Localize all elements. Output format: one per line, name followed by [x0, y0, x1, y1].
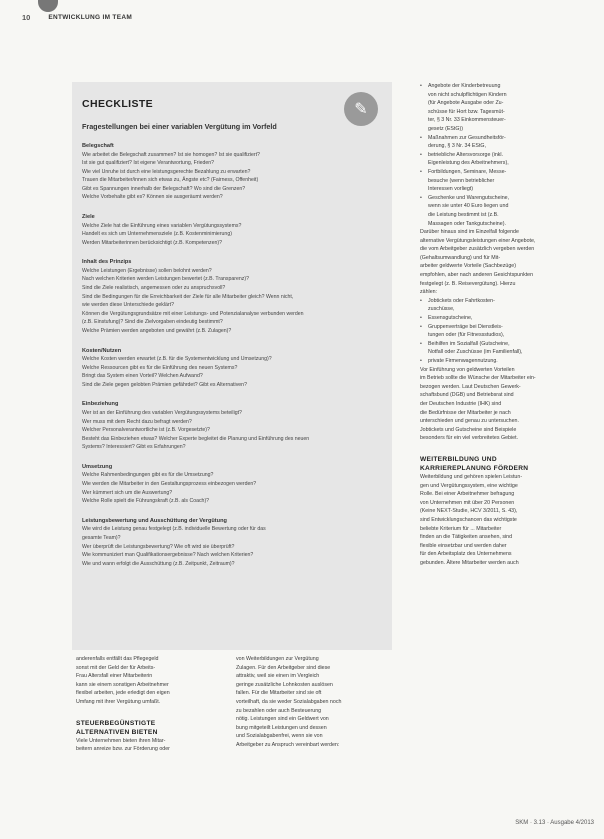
text-line: gen und Vergütungssystem, eine wichtige — [420, 482, 518, 489]
bullet-line: • Gruppenverträge bei Dienstleis- — [428, 323, 503, 330]
bullet-line: Eigenleistung des Arbeitnehmers), — [428, 160, 509, 167]
bullet-line: • Fortbildungen, Seminare, Messe- — [428, 168, 507, 175]
text-line: nötig. Leistungen sind ein Geldwert von — [236, 716, 329, 723]
bullet-line: (für Angebote Ausgabe oder Zu- — [428, 100, 504, 107]
bullet-line: besuche (wenn betrieblicher — [428, 177, 495, 184]
text-line: Zulagen. Für den Arbeitgeber sind diese — [236, 664, 331, 671]
text-line: vorteilhaft, da sie weder Sozialabgaben noch — [236, 698, 342, 705]
checklist-item: Werden Mitarbeiterinnen berücksichtigt (z.B. Kompetenzen)? — [82, 239, 223, 246]
text-line: Weiterbildung und gehören spielen Leistun- — [420, 473, 523, 480]
checklist-section-title: Inhalt des Prinzips — [82, 259, 132, 266]
bullet-line: • Geschenke und Warengutscheine, — [428, 194, 510, 201]
text-line: besonders für ein viel verbreitetes Gebiet. — [420, 435, 519, 442]
bullet-list-tax-free — [420, 82, 588, 228]
checklist-item: Welche Prämien werden angeboten und gewährt (z.B. Zulagen)? — [82, 328, 232, 334]
checklist-item: Wie kommuniziert man Qualifikationsergebnisse? Nach welchen Kriterien? — [82, 552, 254, 559]
bullet-line: • Essensgutscheine, — [428, 315, 473, 322]
checklist-item: Wer überprüft die Leistungsbewertung? Wie oft wird sie überprüft? — [82, 543, 235, 550]
text-line: sonst mit der Geld der für Arbeits- — [76, 664, 156, 671]
text-line: arbeiter geldwerte Vorteile (Sachbezüge) — [420, 263, 516, 270]
checklist-item: Trauen die Mitarbeiter/innen sich etwas zu, Ängste etc? (Fairness, Offenheit) — [82, 177, 259, 184]
bullet-item — [420, 323, 588, 340]
checklist-item: Welcher Personalverantwortliche ist (z.B. Vorgesetzte)? — [82, 427, 210, 434]
bullet-item — [420, 82, 588, 134]
bullet-item — [420, 357, 588, 366]
text-line: zu bezahlen oder auch Besteuerung — [236, 707, 322, 714]
checklist-item: Handelt es sich um Unternehmensziele (z.B. Kostenminimierung) — [82, 231, 232, 238]
text-line: Rolle. Bei einer Arbeitnehmer befragung — [420, 491, 515, 498]
text-line: bezogen werden. Laut Deutschen Gewerk- — [420, 383, 521, 390]
checklist-item: Wie und wann erfolgt die Ausschüttung (z.B. Zeitpunkt, Zeitraum)? — [82, 560, 235, 567]
bullet-line: zuschüsse, — [428, 306, 455, 313]
checklist-item: Welche Ressourcen gibt es für die Einführung des neuen Systems? — [82, 364, 238, 371]
checklist-item: Systems? Interessiert? Gibt es Erfahrungen? — [82, 444, 186, 451]
text-line: zählen: — [420, 289, 438, 296]
text-line: für den Arbeitsplatz des Unternehmens — [420, 551, 512, 558]
column-left — [76, 655, 221, 754]
text-line: Umfang mit ihrer Vergütung umfaßt. — [76, 698, 161, 705]
bullet-list-benefits — [420, 297, 588, 366]
checklist-item: Gibt es Spannungen innerhalb der Belegschaft? Wo sind die Grenzen? — [82, 185, 246, 192]
bullet-line: wenn sie unter 40 Euro liegen und — [428, 203, 509, 210]
text-line: der Deutschen Industrie (IHK) sind — [420, 400, 502, 407]
text-line: attraktiv, weil sie einen im Vergleich — [236, 673, 320, 680]
bullet-line: • Jobtickets oder Fahrtkosten- — [428, 297, 495, 304]
checklist-item: Wie arbeitet die Belegschaft zusammen? Ist sie homogen? Ist sie qualifiziert? — [82, 151, 260, 158]
text-line: Viele Unternehmen bieten ihren Mitar- — [76, 737, 166, 744]
bullet-line: Notfall oder Zuschüsse (im Familienfall), — [428, 349, 523, 356]
bullet-line: • Maßnahmen zur Gesundheitsför- — [428, 134, 506, 141]
column-right — [420, 82, 588, 567]
bullet-item — [420, 168, 588, 194]
text-line: kann sie einem sonstigen Arbeitnehmer — [76, 681, 169, 688]
text-line: (Gehaltsumwandlung) und für Mit- — [420, 254, 501, 261]
checklist-item: Sind die Ziele gegen gelobten Prämien gefährdet? Gibt es Alternativen? — [82, 381, 247, 388]
column-middle — [236, 655, 386, 750]
text-line: flexibel arbeiten, jede erledigt den eigen — [76, 690, 170, 697]
checklist-item: (z.B. Einstufung)? Sind die Zielvorgaben eindeutig bestimmt? — [82, 319, 223, 326]
checklist-item: Wer kümmert sich um die Auswertung? — [82, 489, 173, 496]
text-line: bung mitgeteilt Leistungen und dessen — [236, 724, 327, 731]
text-line: von Weiterbildungen zur Vergütung — [236, 656, 319, 662]
checklist-section — [82, 518, 382, 568]
bullet-line: • private Firmenwagennutzung. — [428, 358, 498, 364]
text-line: empfohlen, aber nach anderen Gesichtspunkten — [420, 272, 534, 279]
bullet-line: Massagen oder Tankgutscheine). — [428, 220, 506, 227]
bullet-line: Interessen vorliegt) — [428, 186, 474, 193]
checklist-item: Wer muss mit dem Recht dazu befragt werden? — [82, 418, 192, 425]
bullet-line: • Beihilfen im Sozialfall (Gutscheine, — [428, 340, 510, 347]
checklist-section — [82, 143, 382, 202]
checklist-box — [72, 82, 392, 650]
checklist-item: Ist sie gut qualifiziert? Ist eigene Verantwortung, Frieden? — [82, 160, 215, 167]
checklist-item: Welche Rolle spielt die Führungskraft (z.B. als Coach)? — [82, 498, 210, 505]
checklist-section — [82, 259, 382, 335]
heading-line: WEITERBILDUNG UND — [420, 455, 497, 463]
bullet-line: von nicht schulpflichtigen Kindern — [428, 91, 507, 98]
checklist-heading: CHECKLISTE — [82, 98, 154, 110]
heading-steuerbeguenstigte — [76, 719, 221, 737]
text-line: alternative Vergütungsleistungen einer Angebote, — [420, 237, 536, 244]
text-line: unterschieden und genau zu untersuchen. — [420, 418, 519, 425]
checklist-item: Bringt das System einen Vorteil? Welchen Aufwand? — [82, 373, 203, 380]
checklist-item: Welche Ziele hat die Einführung eines variablen Vergütungssystems? — [82, 222, 242, 229]
heading-line: KARRIEREPLANUNG FÖRDERN — [420, 464, 529, 472]
bullet-line: die Leistung bestimmt ist (z.B. — [428, 211, 499, 218]
checklist-item: Welche Rahmenbedingungen gibt es für die Umsetzung? — [82, 472, 214, 479]
checklist-section-title: Umsetzung — [82, 463, 113, 470]
text-line: Darüber hinaus sind im Einzelfall folgende — [420, 229, 519, 236]
checklist-item: Besteht das Einbeziehen etwas? Welcher Experte begleitet die Planung und Einführung des neuen — [82, 435, 310, 442]
text-line: finden an die Tätigkeiten ansehen, sind — [420, 534, 513, 541]
checklist-item: Wie viel Unruhe ist durch eine leistungsgerechte Bezahlung zu erwarten? — [82, 168, 251, 175]
checklist-item: Sind die Ziele realistisch, angemessen oder zu anspruchsvoll? — [82, 285, 226, 292]
text-line: geringe zusätzliche Lohnkosten auslösen — [236, 681, 333, 688]
bullet-item — [420, 134, 588, 151]
text-line: die vom Arbeitgeber zusätzlich vergeben werden — [420, 246, 535, 253]
left-paragraph — [76, 655, 221, 707]
bullet-line: ter, § 3 Nr. 33 Einkommensteuer- — [428, 117, 506, 124]
checklist-item: wie werden diese Unterschiede geklärt? — [82, 302, 174, 309]
text-line: von Unternehmen mit über 20 Personen — [420, 499, 515, 506]
text-line: anderenfalls entfällt das Pflegegeld — [76, 656, 159, 662]
bullet-item — [420, 297, 588, 314]
text-line: festgelegt (z. B. Reisevergütung). Hierzu — [420, 280, 516, 287]
middle-paragraph — [236, 655, 386, 750]
text-line: sind Entwicklungschancen das wichtigste — [420, 516, 517, 523]
bullet-line: tungen oder (für Fitnessstudios), — [428, 332, 505, 339]
text-line: Frau Altersfall einer Mitarbeiterin — [76, 673, 153, 680]
text-line: gebunden. Ältere Mitarbeiter werden auch — [420, 559, 519, 566]
bullet-line: • betriebliche Altersvorsorge (inkl. — [428, 151, 504, 158]
bullet-item — [420, 340, 588, 357]
checklist-section-title: Kosten/Nutzen — [82, 347, 122, 354]
right-paragraph-3 — [420, 473, 588, 568]
checklist-section — [82, 464, 382, 506]
checklist-subtitle: Fragestellungen bei einer variablen Vergütung im Vorfeld — [82, 122, 277, 131]
checklist-item: Wer ist an der Einführung des variablen Vergütungssystems beteiligt? — [82, 409, 242, 416]
checklist-item: gesamte Team)? — [82, 534, 121, 541]
text-line: im Betrieb sollte die Wünsche der Mitarbeiter ein- — [420, 375, 536, 382]
bullet-item — [420, 151, 588, 168]
checklist-section — [82, 214, 382, 247]
text-line: und Sozialabgabenfrei, wenn sie von — [236, 733, 323, 740]
checklist-item: Welche Kosten werden erwartet (z.B. für die Systementwicklung und Umsetzung)? — [82, 356, 272, 363]
bullet-item — [420, 194, 588, 228]
text-line: beliebte Kriterium für ... Mitarbeiter — [420, 525, 502, 532]
heading-line: ALTERNATIVEN BIETEN — [76, 728, 158, 736]
checklist-item: Welche Leistungen (Ergebnisse) sollen belohnt werden? — [82, 267, 212, 274]
checklist-clipboard-icon: ✎ — [344, 92, 378, 126]
text-line: Jobtickets und Gutscheine sind Beispiele — [420, 426, 517, 433]
checklist-section-title: Leistungsbewertung und Ausschüttung der Vergütung — [82, 517, 227, 524]
text-line: (Keine NEXT-Studie, HCV 3/2011, S. 43), — [420, 508, 518, 515]
heading-weiterbildung — [420, 455, 588, 473]
checklist-section — [82, 401, 382, 451]
checklist-item: Wie wird die Leistung genau festgelegt (z.B. individuelle Bewertung oder für das — [82, 526, 266, 533]
bullet-line: schüsse für Hort bzw. Tagesmüt- — [428, 108, 505, 115]
page-footer: SKM · 3.13 · Ausgabe 4/2013 — [515, 820, 594, 826]
checklist-sections — [82, 143, 382, 568]
right-paragraph-2 — [420, 366, 588, 443]
checklist-item: Sind die Bedingungen für die Erreichbarkeit der Ziele für alle Mitarbeiter gleich? Wenn nicht, — [82, 293, 294, 300]
left-paragraph-2 — [76, 737, 221, 754]
text-line: fallen. Für die Mitarbeiter sind sie oft — [236, 690, 322, 697]
page-header — [22, 10, 132, 24]
right-paragraph-1 — [420, 228, 588, 297]
bullet-line: • Angebote der Kinderbetreuung — [428, 83, 501, 89]
checklist-item: Wie werden die Mitarbeiter in den Gestaltungsprozess einbezogen werden? — [82, 481, 257, 488]
bullet-item — [420, 314, 588, 323]
checklist-section-title: Belegschaft — [82, 143, 114, 149]
checklist-section — [82, 348, 382, 390]
text-line: flexible einsetzbar und werden daher — [420, 542, 507, 549]
bullet-line: gesetz (EStG)) — [428, 125, 464, 132]
checklist-section-title: Einbeziehung — [82, 401, 119, 408]
checklist-item: Welche Vorbehalte gibt es? Können sie ausgeräumt werden? — [82, 194, 223, 201]
text-line: schaftsbund (DGB) und Betriebsrat sind — [420, 392, 514, 399]
checklist-item: Nach welchen Kriterien werden Leistungen bewertet (z.B. Transparenz)? — [82, 276, 249, 283]
text-line: Arbeitgeber zu Anspruch vereinbart werden: — [236, 741, 340, 748]
text-line: die Bedürfnisse der Mitarbeiter je nach — [420, 409, 511, 416]
text-line: Vor Einführung von geldwerten Vorteilen — [420, 366, 515, 373]
checklist-item: Können die Vergütungsgrundsätze mit einer Leistungs- und Potenzialanalyse verbunden werden — [82, 310, 304, 317]
text-line: beitern anreize bzw. zur Förderung oder — [76, 746, 170, 753]
page-number: 10 — [22, 12, 31, 22]
checklist-section-title: Ziele — [82, 214, 95, 221]
bullet-line: derung, § 3 Nr. 34 EStG, — [428, 143, 487, 150]
heading-line: STEUERBEGÜNSTIGTE — [76, 719, 156, 727]
section-title: ENTWICKLUNG IM TEAM — [48, 13, 133, 21]
